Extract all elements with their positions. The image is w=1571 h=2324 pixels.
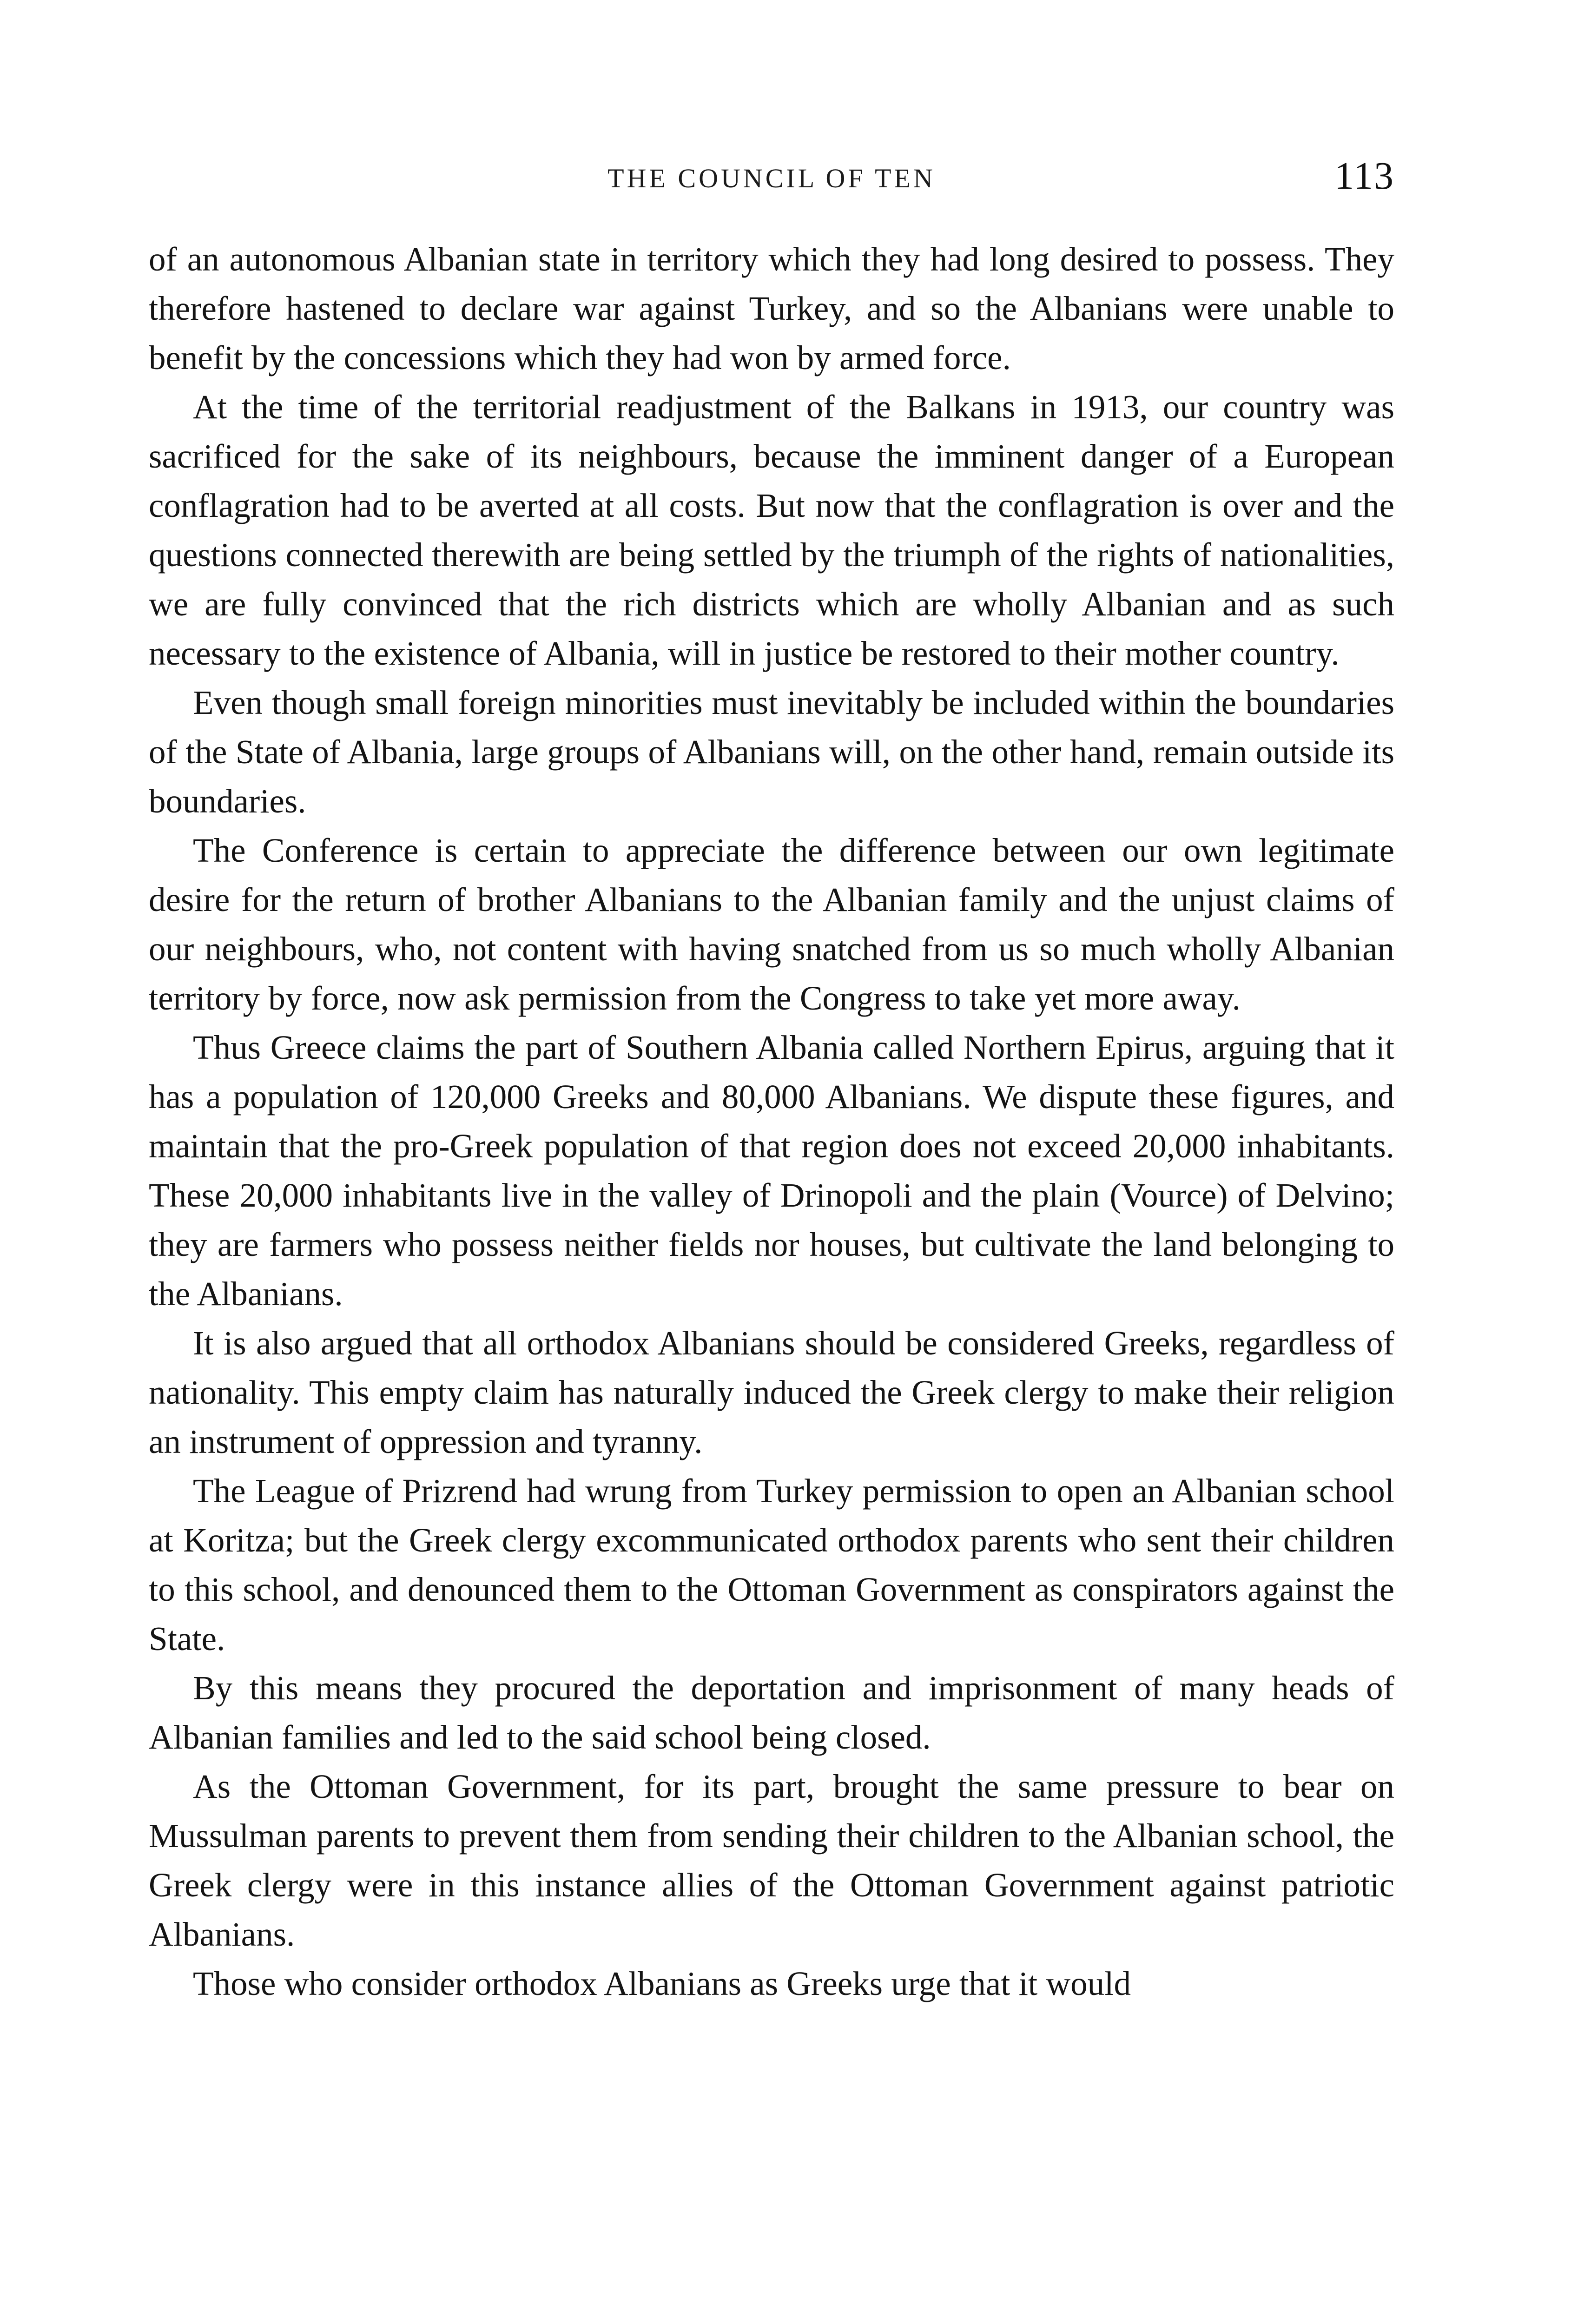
running-header xyxy=(149,153,1394,205)
paragraph: Those who consider orthodox Albanians as Greeks urge that it would xyxy=(193,1965,1131,2002)
running-title: THE COUNCIL OF TEN xyxy=(607,163,936,193)
paragraph: At the time of the territorial readjustment of the Balkans in 1913, our country was sacrificed for the sake of its neighbours, because the imminent danger of a European conflagration had to be averted at all costs. But now that the conflagration is over and the questions connected therewith are being settled by the triumph of the rights of nationalities, we are fully convinced that the rich districts which are wholly Albanian and as such necessary to the existence of Albania, will in justice be restored to their mother country. xyxy=(149,388,1394,672)
paragraph: Even though small foreign minorities must inevitably be included within the boundaries of the State of Albania, large groups of Albanians will, on the other hand, remain outside its boundaries. xyxy=(149,684,1394,820)
paragraph: The Conference is certain to appreciate the difference between our own legitimate desire for the return of brother Albanians to the Albanian family and the unjust claims of our neighbours, who, not content with having snatched from us so much wholly Albanian territory by force, now ask permission from the Congress to take yet more away. xyxy=(149,832,1394,1017)
paragraph: As the Ottoman Government, for its part, brought the same pressure to bear on Mussulman parents to prevent them from sending their children to the Albanian school, the Greek clergy were in this instance allies of the Ottoman Government against patriotic Albanians. xyxy=(149,1768,1394,1953)
paragraph: The League of Prizrend had wrung from Turkey permission to open an Albanian school at Koritza; but the Greek clergy excommunicated orthodox parents who sent their children to this school, and denounced them to the Ottoman Government as conspirators against the State. xyxy=(149,1472,1394,1657)
paragraph: By this means they procured the deportation and imprisonment of many heads of Albanian families and led to the said school being closed. xyxy=(149,1669,1394,1756)
paragraph-continued: of an autonomous Albanian state in territory which they had long desired to possess. They therefore hastened to declare war against Turkey, and so the Albanians were unable to benefit by the concessions which they had won by armed force. xyxy=(149,240,1394,376)
page-number: 113 xyxy=(1334,154,1394,198)
paragraph: Thus Greece claims the part of Southern Albania called Northern Epirus, arguing that it has a population of 120,000 Greeks and 80,000 Albanians. We dispute these figures, and maintain that the pro-Greek population of that region does not exceed 20,000 inhabitants. These 20,000 inhabitants live in the valley of Drinopoli and the plain (Vource) of Delvino; they are farmers who possess neither fields nor houses, but cultivate the land belonging to the Albanians. xyxy=(149,1029,1394,1313)
body-text xyxy=(149,235,1394,2324)
paragraph: It is also argued that all orthodox Albanians should be considered Greeks, regardless of nationality. This empty claim has naturally induced the Greek clergy to make their religion an instrument of oppression and tyranny. xyxy=(149,1324,1394,1460)
